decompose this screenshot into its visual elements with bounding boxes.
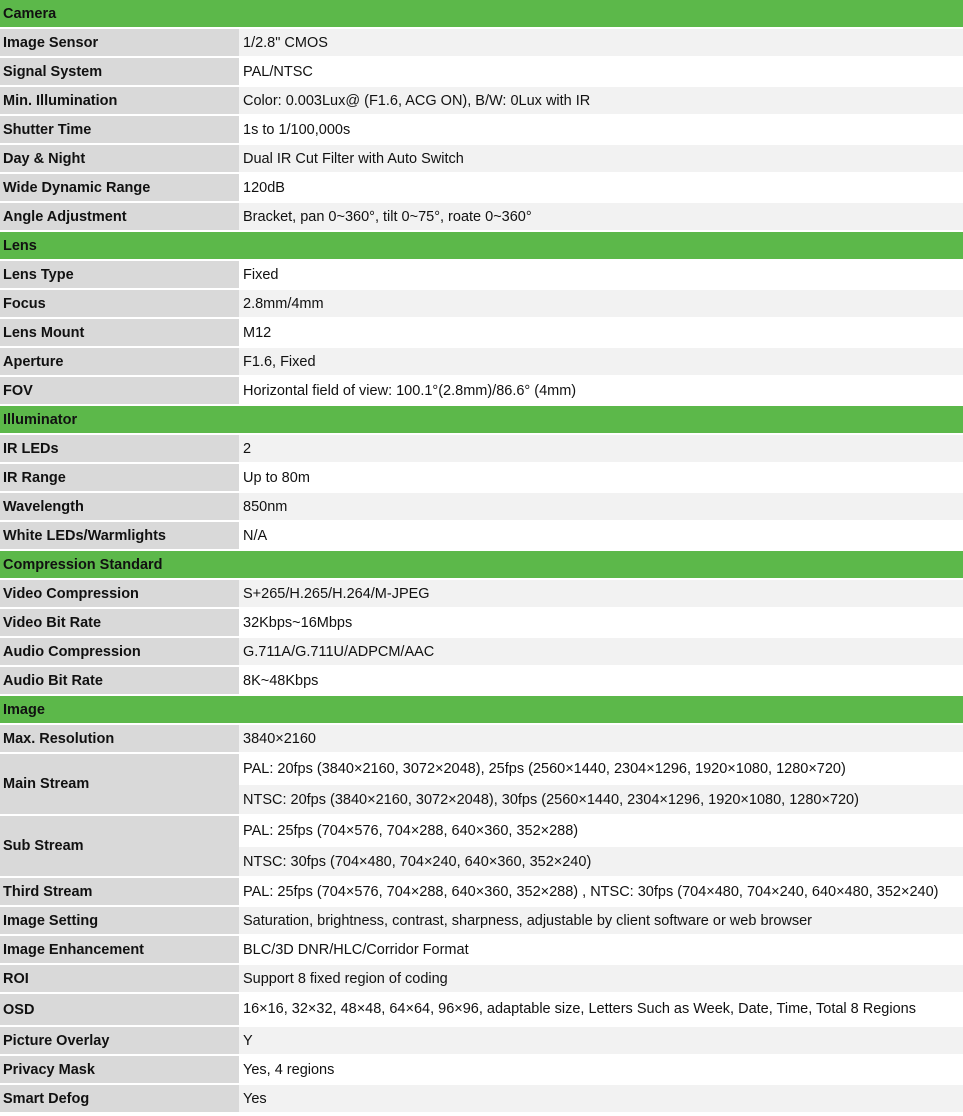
spec-value: Fixed (239, 260, 963, 289)
spec-row-sub-stream-1 (0, 815, 963, 846)
section-header-illuminator (0, 405, 963, 434)
spec-row-image-setting (0, 906, 963, 935)
spec-row-min-illumination (0, 86, 963, 115)
spec-value: NTSC: 30fps (704×480, 704×240, 640×360, 352×240) (239, 846, 963, 877)
spec-row-audio-compression (0, 637, 963, 666)
spec-row-angle-adjustment (0, 202, 963, 231)
section-header-camera (0, 0, 963, 28)
spec-row-lens-mount (0, 318, 963, 347)
spec-row-ir-range (0, 463, 963, 492)
spec-value: PAL: 25fps (704×576, 704×288, 640×360, 352×288) , NTSC: 30fps (704×480, 704×240, 640×480, 352×240) (239, 877, 963, 906)
spec-value: S+265/H.265/H.264/M-JPEG (239, 579, 963, 608)
spec-row-image-enhancement (0, 935, 963, 964)
spec-label: Wavelength (0, 492, 239, 521)
spec-label: White LEDs/Warmlights (0, 521, 239, 550)
section-header-lens (0, 231, 963, 260)
spec-value: N/A (239, 521, 963, 550)
spec-label: Video Bit Rate (0, 608, 239, 637)
spec-row-wide-dynamic-range (0, 173, 963, 202)
spec-value: PAL: 20fps (3840×2160, 3072×2048), 25fps (2560×1440, 2304×1296, 1920×1080, 1280×720) (239, 753, 963, 784)
spec-value: PAL/NTSC (239, 57, 963, 86)
spec-label: ROI (0, 964, 239, 993)
spec-row-roi (0, 964, 963, 993)
spec-label: Image Sensor (0, 28, 239, 57)
spec-label: Privacy Mask (0, 1055, 239, 1084)
spec-row-ir-leds (0, 434, 963, 463)
spec-row-osd (0, 993, 963, 1026)
spec-label: Day & Night (0, 144, 239, 173)
spec-label: Audio Bit Rate (0, 666, 239, 695)
spec-value: Up to 80m (239, 463, 963, 492)
spec-value: Color: 0.003Lux@ (F1.6, ACG ON), B/W: 0Lux with IR (239, 86, 963, 115)
section-title: Camera (0, 0, 963, 28)
spec-row-white-leds-warmlights (0, 521, 963, 550)
spec-label: Max. Resolution (0, 724, 239, 753)
spec-value: Y (239, 1026, 963, 1055)
spec-row-fov (0, 376, 963, 405)
spec-value: Horizontal field of view: 100.1°(2.8mm)/86.6° (4mm) (239, 376, 963, 405)
spec-row-image-sensor (0, 28, 963, 57)
spec-label: Main Stream (0, 753, 239, 815)
section-header-image (0, 695, 963, 724)
spec-value: Dual IR Cut Filter with Auto Switch (239, 144, 963, 173)
section-title: Compression Standard (0, 550, 963, 579)
spec-label: Lens Type (0, 260, 239, 289)
spec-label: Video Compression (0, 579, 239, 608)
spec-row-video-bit-rate (0, 608, 963, 637)
spec-value: 1s to 1/100,000s (239, 115, 963, 144)
spec-label: IR Range (0, 463, 239, 492)
spec-row-audio-bit-rate (0, 666, 963, 695)
spec-value: PAL: 25fps (704×576, 704×288, 640×360, 352×288) (239, 815, 963, 846)
spec-label: Sub Stream (0, 815, 239, 877)
spec-label: Aperture (0, 347, 239, 376)
spec-label: Image Setting (0, 906, 239, 935)
spec-value: 16×16, 32×32, 48×48, 64×64, 96×96, adaptable size, Letters Such as Week, Date, Time, Total 8 Regions (239, 993, 963, 1026)
spec-value: 3840×2160 (239, 724, 963, 753)
spec-row-video-compression (0, 579, 963, 608)
spec-row-focus (0, 289, 963, 318)
spec-row-picture-overlay (0, 1026, 963, 1055)
spec-label: Audio Compression (0, 637, 239, 666)
section-title: Lens (0, 231, 963, 260)
spec-label: Smart Defog (0, 1084, 239, 1113)
spec-label: Min. Illumination (0, 86, 239, 115)
spec-value: M12 (239, 318, 963, 347)
spec-label: FOV (0, 376, 239, 405)
spec-row-lens-type (0, 260, 963, 289)
spec-value: G.711A/G.711U/ADPCM/AAC (239, 637, 963, 666)
spec-label: Picture Overlay (0, 1026, 239, 1055)
spec-label: Signal System (0, 57, 239, 86)
spec-row-main-stream-1 (0, 753, 963, 784)
spec-label: Angle Adjustment (0, 202, 239, 231)
spec-label: Image Enhancement (0, 935, 239, 964)
spec-value: Yes, 4 regions (239, 1055, 963, 1084)
spec-row-smart-defog (0, 1084, 963, 1113)
section-title: Illuminator (0, 405, 963, 434)
spec-label: Lens Mount (0, 318, 239, 347)
spec-label: Focus (0, 289, 239, 318)
spec-value: 2.8mm/4mm (239, 289, 963, 318)
spec-row-wavelength (0, 492, 963, 521)
spec-value: F1.6, Fixed (239, 347, 963, 376)
spec-value: Support 8 fixed region of coding (239, 964, 963, 993)
spec-value: 120dB (239, 173, 963, 202)
spec-row-shutter-time (0, 115, 963, 144)
spec-value: Bracket, pan 0~360°, tilt 0~75°, roate 0~360° (239, 202, 963, 231)
spec-value: 2 (239, 434, 963, 463)
spec-label: Third Stream (0, 877, 239, 906)
spec-value: 8K~48Kbps (239, 666, 963, 695)
spec-value: BLC/3D DNR/HLC/Corridor Format (239, 935, 963, 964)
spec-label: Shutter Time (0, 115, 239, 144)
spec-label: IR LEDs (0, 434, 239, 463)
spec-label: OSD (0, 993, 239, 1026)
section-title: Image (0, 695, 963, 724)
spec-value: 1/2.8" CMOS (239, 28, 963, 57)
spec-row-third-stream (0, 877, 963, 906)
spec-row-privacy-mask (0, 1055, 963, 1084)
section-header-compression-standard (0, 550, 963, 579)
spec-row-day-night (0, 144, 963, 173)
spec-value: 850nm (239, 492, 963, 521)
spec-value: Saturation, brightness, contrast, sharpness, adjustable by client software or web browser (239, 906, 963, 935)
spec-row-aperture (0, 347, 963, 376)
spec-row-max-resolution (0, 724, 963, 753)
spec-value: 32Kbps~16Mbps (239, 608, 963, 637)
spec-value: NTSC: 20fps (3840×2160, 3072×2048), 30fps (2560×1440, 2304×1296, 1920×1080, 1280×720) (239, 784, 963, 815)
spec-label: Wide Dynamic Range (0, 173, 239, 202)
spec-row-signal-system (0, 57, 963, 86)
spec-value: Yes (239, 1084, 963, 1113)
